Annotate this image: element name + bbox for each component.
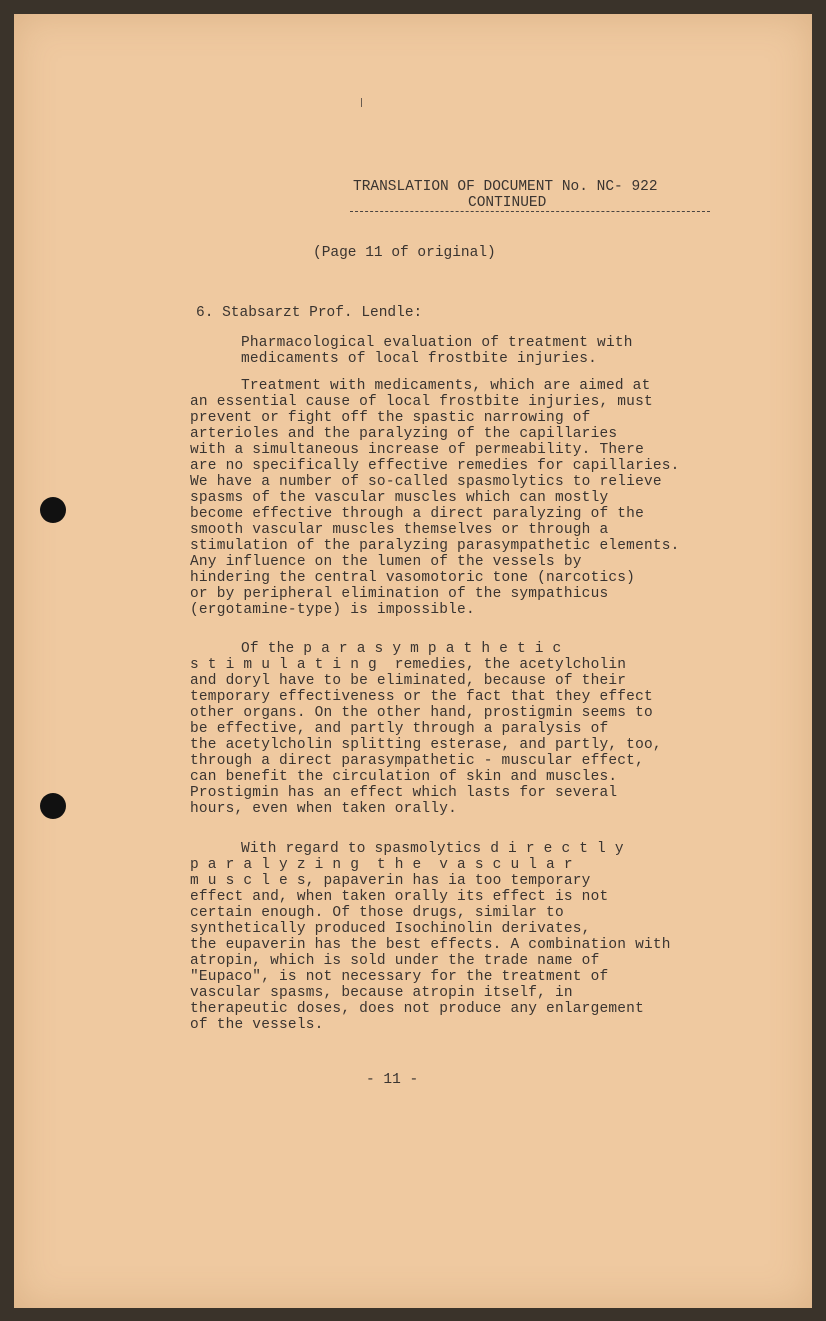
text-line: Prostigmin has an effect which lasts for several [190, 785, 618, 801]
text-line: through a direct parasympathetic - muscular effect, [190, 753, 644, 769]
text-line: become effective through a direct paralyzing of the [190, 506, 644, 522]
page-number: - 11 - [366, 1072, 419, 1088]
text-line: smooth vascular muscles themselves or through a [190, 522, 609, 538]
text-line: prevent or fight off the spastic narrowing of [190, 410, 591, 426]
text-line: medicaments of local frostbite injuries. [241, 351, 598, 367]
text-line: or by peripheral elimination of the sympathicus [190, 586, 609, 602]
section-heading: 6. Stabsarzt Prof. Lendle: [196, 305, 423, 321]
text-line: the eupaverin has the best effects. A combination with [190, 937, 671, 953]
text-line: with a simultaneous increase of permeability. There [190, 442, 644, 458]
text-line: therapeutic doses, does not produce any enlargement [190, 1001, 644, 1017]
text-line: m u s c l e s, papaverin has ia too temporary [190, 873, 591, 889]
text-line: hindering the central vasomotoric tone (narcotics) [190, 570, 636, 586]
text-line: We have a number of so-called spasmolytics to relieve [190, 474, 662, 490]
text-line: hours, even when taken orally. [190, 801, 458, 817]
page-reference: (Page 11 of original) [313, 245, 496, 261]
document-title: TRANSLATION OF DOCUMENT No. NC- 922 [353, 179, 658, 195]
text-line: an essential cause of local frostbite injuries, must [190, 394, 653, 410]
text-line: "Eupaco", is not necessary for the treatment of [190, 969, 609, 985]
punch-hole-top [40, 497, 66, 523]
text-line: can benefit the circulation of skin and muscles. [190, 769, 618, 785]
text-line: arterioles and the paralyzing of the capillaries [190, 426, 618, 442]
text-line: s t i m u l a t i n g remedies, the acetylcholin [190, 657, 627, 673]
text-line: certain enough. Of those drugs, similar to [190, 905, 564, 921]
text-line: atropin, which is sold under the trade name of [190, 953, 600, 969]
text-line: Pharmacological evaluation of treatment with [241, 335, 633, 351]
text-line: spasms of the vascular muscles which can mostly [190, 490, 609, 506]
text-line: synthetically produced Isochinolin derivates, [190, 921, 591, 937]
text-line: stimulation of the paralyzing parasympathetic elements. [190, 538, 680, 554]
punch-hole-bottom [40, 793, 66, 819]
text-line: Of the p a r a s y m p a t h e t i c [241, 641, 562, 657]
text-line: temporary effectiveness or the fact that they effect [190, 689, 653, 705]
text-line: vascular spasms, because atropin itself, in [190, 985, 573, 1001]
paper-mark [361, 98, 362, 107]
text-line: Any influence on the lumen of the vessels by [190, 554, 582, 570]
text-line: With regard to spasmolytics d i r e c t l y [241, 841, 624, 857]
text-line: are no specifically effective remedies for capillaries. [190, 458, 680, 474]
text-line: p a r a l y z i n g t h e v a s c u l a r [190, 857, 573, 873]
text-line: other organs. On the other hand, prostigmin seems to [190, 705, 653, 721]
text-line: be effective, and partly through a paralysis of [190, 721, 609, 737]
text-line: (ergotamine-type) is impossible. [190, 602, 475, 618]
text-line: and doryl have to be eliminated, because of their [190, 673, 627, 689]
document-page [14, 14, 812, 1308]
header-underline [350, 211, 710, 212]
text-line: Treatment with medicaments, which are aimed at [241, 378, 651, 394]
document-subtitle: CONTINUED [468, 195, 547, 211]
text-line: the acetylcholin splitting esterase, and partly, too, [190, 737, 662, 753]
text-line: effect and, when taken orally its effect is not [190, 889, 609, 905]
text-line: of the vessels. [190, 1017, 324, 1033]
